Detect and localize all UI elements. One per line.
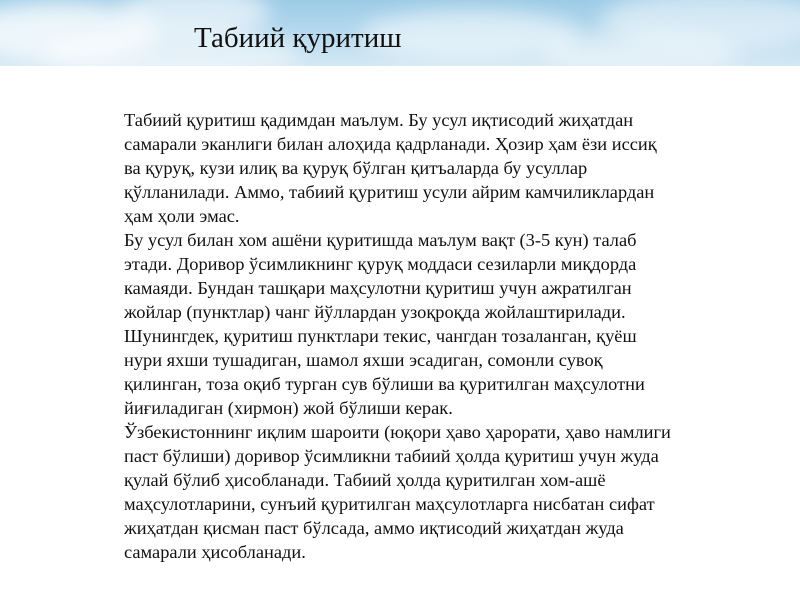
body-line: Табиий қуритиш қадимдан маълум. Бу усул иқтисодий жиҳатдан [124, 110, 634, 130]
slide-body-text [124, 108, 744, 564]
body-line: маҳсулотларини, сунъий қуритилган маҳсулотларга нисбатан сифат [124, 494, 655, 514]
body-line: Ўзбекистоннинг иқлим шароити (юқори ҳаво ҳарорати, ҳаво намлиги [124, 422, 671, 442]
body-line: қўлланилади. Аммо, табиий қуритиш усули айрим камчиликлардан [124, 182, 655, 202]
slide-title: Табиий қуритиш [194, 22, 402, 54]
body-line: нури яхши тушадиган, шамол яхши эсадиган, сомонли сувоқ [124, 350, 603, 370]
body-line: паст бўлиши) доривор ўсимликни табиий ҳолда қуритиш учун жуда [124, 446, 659, 466]
body-line: ва қуруқ, кузи илиқ ва қуруқ бўлган қитъаларда бу усуллар [124, 158, 588, 178]
body-line: жойлар (пунктлар) чанг йўллардан узоқроқда жойлаштирилади. [124, 302, 626, 322]
body-line: Бу усул билан хом ашёни қуритишда маълум вақт (3-5 кун) талаб [124, 230, 637, 250]
body-line: йиғиладиган (хирмон) жой бўлиши керак. [124, 398, 453, 418]
body-line: Шунингдек, қуритиш пунктлари текис, чангдан тозаланган, қуёш [124, 326, 637, 346]
body-line: жиҳатдан қисман паст бўлсада, аммо иқтисодий жиҳатдан жуда [124, 518, 624, 538]
body-line: самарали ҳисобланади. [124, 542, 306, 562]
body-line: самарали эканлиги билан алоҳида қадрланади. Ҳозир ҳам ёзи иссиқ [124, 134, 657, 154]
body-line: қулай бўлиб ҳисобланади. Табиий ҳолда қуритилган хом-ашё [124, 470, 606, 490]
body-line: камаяди. Бундан ташқари маҳсулотни қуритиш учун ажратилган [124, 278, 632, 298]
body-line: этади. Доривор ўсимликнинг қуруқ моддаси сезиларли миқдорда [124, 254, 637, 274]
body-line: ҳам ҳоли эмас. [124, 206, 240, 226]
body-line: қилинган, тоза оқиб турган сув бўлиши ва қуритилган маҳсулотни [124, 374, 645, 394]
